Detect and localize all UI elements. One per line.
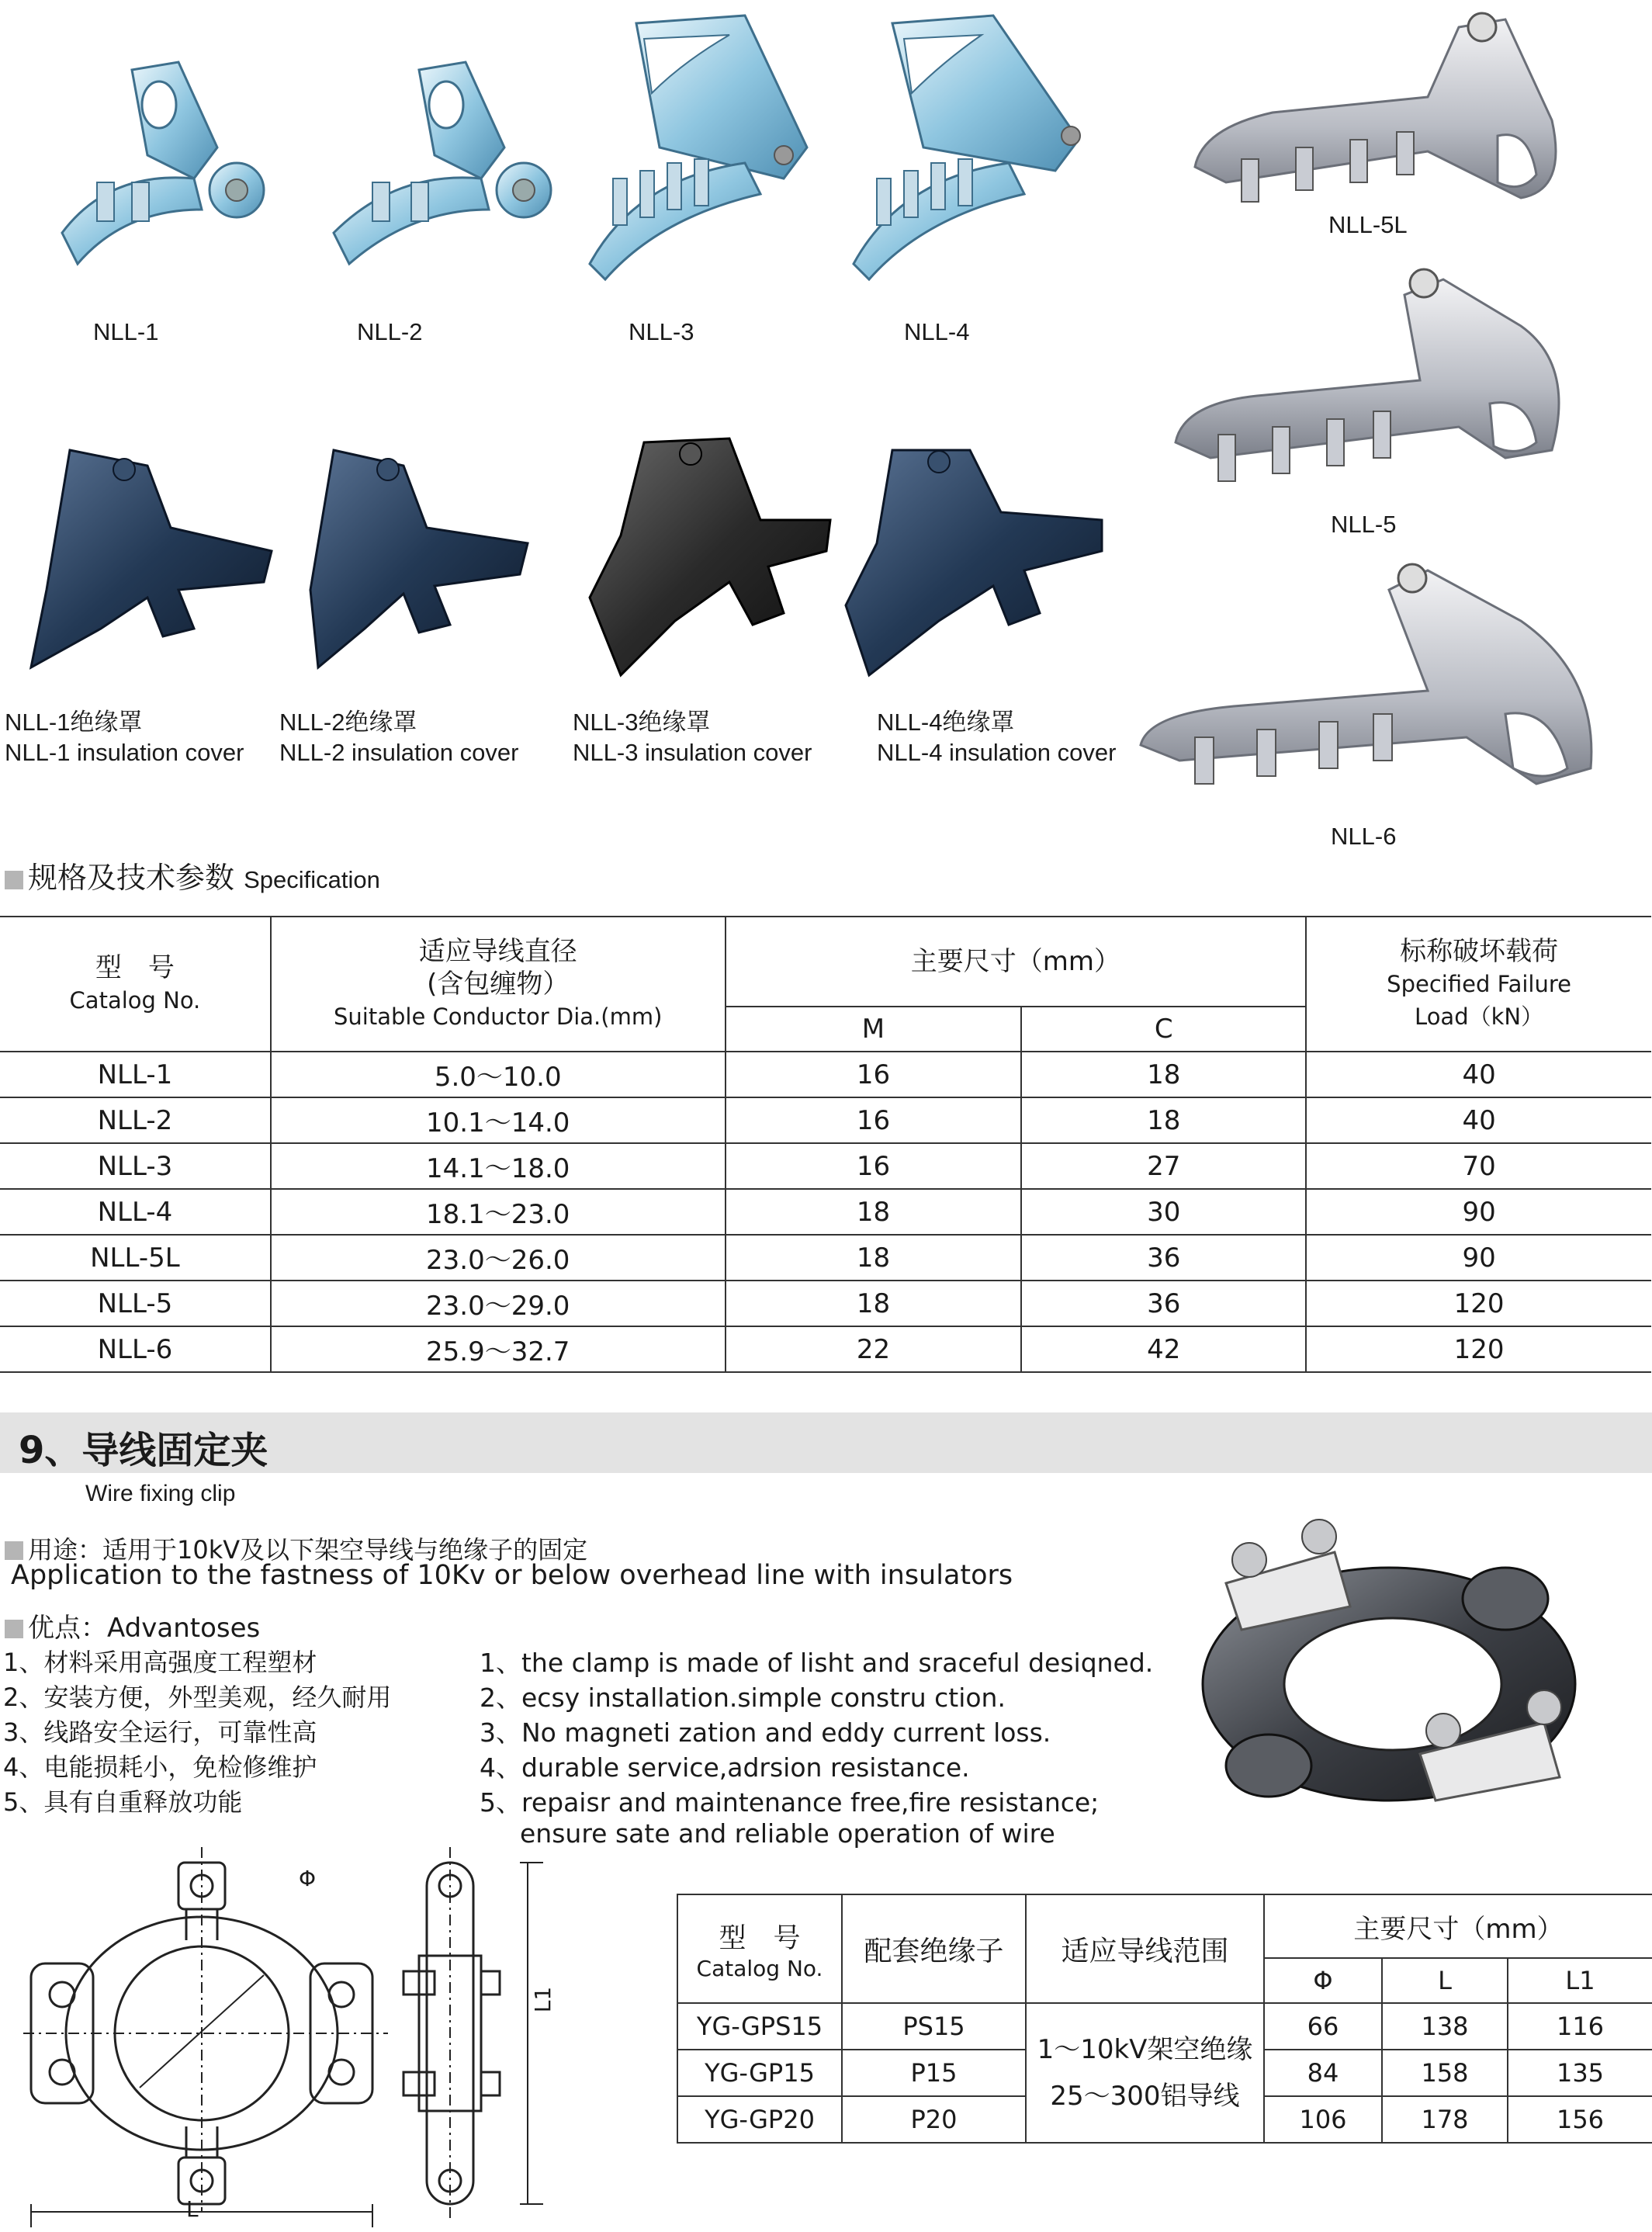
spec-header-dia xyxy=(271,917,726,1052)
clip-header-phi: Φ xyxy=(1264,1958,1382,2003)
adv-cn-item: 4、电能损耗小，免检修维护 xyxy=(3,1752,317,1782)
spec-cell-m: 22 xyxy=(726,1326,1022,1372)
spec-cell-load: 70 xyxy=(1306,1143,1651,1189)
cover-image-nll-4 xyxy=(838,435,1117,683)
spec-cell-c: 18 xyxy=(1021,1097,1306,1143)
spec-row xyxy=(0,1326,1651,1372)
clip-header-model xyxy=(677,1894,842,2003)
clip-drawing-front xyxy=(23,1847,388,2227)
spec-row xyxy=(0,1281,1651,1326)
clip-cell-phi: 84 xyxy=(1264,2050,1382,2096)
spec-cell-c: 36 xyxy=(1021,1235,1306,1281)
product-label-nll-5: NLL-5 xyxy=(1331,511,1397,538)
spec-row xyxy=(0,1097,1651,1143)
product-image-nll-4 xyxy=(846,8,1110,303)
spec-cell-m: 16 xyxy=(726,1052,1022,1097)
spec-cell-m: 18 xyxy=(726,1235,1022,1281)
spec-header-dim: 主要尺寸（mm） xyxy=(726,917,1307,1007)
product-label-nll-1: NLL-1 xyxy=(93,318,159,345)
spec-header-load xyxy=(1306,917,1651,1052)
adv-cn-item: 3、线路安全运行，可靠性高 xyxy=(3,1717,317,1747)
spec-cell-dia: 14.1～18.0 xyxy=(271,1143,726,1189)
bullet-square-icon xyxy=(5,1620,23,1638)
clip-header-l: L xyxy=(1382,1958,1508,2003)
product-image-nll-1 xyxy=(16,31,279,303)
spec-cell-c: 36 xyxy=(1021,1281,1306,1326)
clip-cell-ins: PS15 xyxy=(842,2003,1026,2050)
adv-cn-item: 5、具有自重释放功能 xyxy=(3,1787,243,1817)
spec-cell-c: 27 xyxy=(1021,1143,1306,1189)
clip-cell-l1: 156 xyxy=(1508,2096,1652,2143)
usage-cn-text: 用途：适用于10kV及以下架空导线与绝缘子的固定 xyxy=(28,1535,588,1565)
clip-cell-model: YG-GP15 xyxy=(677,2050,842,2096)
clip-cell-l: 158 xyxy=(1382,2050,1508,2096)
spec-heading-en: Specification xyxy=(244,866,380,893)
clip-cell-phi: 66 xyxy=(1264,2003,1382,2050)
spec-cell-load: 120 xyxy=(1306,1281,1651,1326)
spec-header-model-cn: 型 号 xyxy=(95,952,175,983)
cover-label-en-nll-3: NLL-3 insulation cover xyxy=(573,739,812,766)
spec-row xyxy=(0,1143,1651,1189)
spec-table xyxy=(0,916,1651,1373)
spec-header-model xyxy=(0,917,271,1052)
spec-cell-m: 16 xyxy=(726,1097,1022,1143)
cover-label-en-nll-1: NLL-1 insulation cover xyxy=(5,739,244,766)
adv-en-item: 3、No magneti zation and eddy current loss. xyxy=(480,1717,1051,1748)
adv-list-cn xyxy=(3,1645,391,1820)
spec-cell-dia: 5.0～10.0 xyxy=(271,1052,726,1097)
spec-header-m: M xyxy=(726,1007,1022,1052)
section9-title: 9、导线固定夹 xyxy=(19,1429,268,1472)
clip-cell-model: YG-GPS15 xyxy=(677,2003,842,2050)
spec-row xyxy=(0,1052,1651,1097)
clip-cell-phi: 106 xyxy=(1264,2096,1382,2143)
clip-range-line2: 25～300铝导线 xyxy=(1050,2081,1240,2112)
spec-cell-load: 40 xyxy=(1306,1052,1651,1097)
spec-cell-model: NLL-2 xyxy=(0,1097,271,1143)
spec-cell-c: 42 xyxy=(1021,1326,1306,1372)
cover-image-nll-2 xyxy=(287,435,535,675)
clip-cell-ins: P15 xyxy=(842,2050,1026,2096)
clip-header-ins: 配套绝缘子 xyxy=(842,1894,1026,2003)
spec-cell-c: 30 xyxy=(1021,1189,1306,1235)
spec-cell-model: NLL-3 xyxy=(0,1143,271,1189)
spec-cell-model: NLL-4 xyxy=(0,1189,271,1235)
cover-label-cn-nll-2: NLL-2绝缘罩 xyxy=(279,709,417,736)
product-image-nll-3 xyxy=(574,8,838,303)
product-label-nll-2: NLL-2 xyxy=(357,318,423,345)
spec-header-load-en1: Specified Failure xyxy=(1387,971,1571,997)
adv-title-text: 优点：Advantoses xyxy=(28,1613,261,1644)
dim-label-l: L xyxy=(186,2196,199,2222)
cover-label-en-nll-2: NLL-2 insulation cover xyxy=(279,739,519,766)
clip-header-dim: 主要尺寸（mm） xyxy=(1264,1894,1652,1958)
product-image-nll-6 xyxy=(1133,559,1614,815)
spec-row xyxy=(0,1189,1651,1235)
cover-image-nll-3 xyxy=(574,427,838,683)
clip-header-l1: L1 xyxy=(1508,1958,1652,2003)
dim-label-phi: Φ xyxy=(299,1866,317,1891)
product-label-nll-3: NLL-3 xyxy=(629,318,694,345)
dim-label-l1: L1 xyxy=(530,1986,556,2013)
adv-en-item: 4、durable service,adrsion resistance. xyxy=(480,1752,970,1783)
spec-heading-cn: 规格及技术参数 xyxy=(28,861,235,895)
spec-header-dia-cn2: (含包缠物） xyxy=(427,969,570,1000)
adv-en-item: 5、repaisr and maintenance free,fire resistance; xyxy=(480,1787,1100,1818)
clip-cell-l: 178 xyxy=(1382,2096,1508,2143)
clip-table xyxy=(677,1894,1652,2144)
spec-cell-model: NLL-5L xyxy=(0,1235,271,1281)
product-image-nll-5l xyxy=(1179,4,1583,213)
adv-cn-item: 1、材料采用高强度工程塑材 xyxy=(3,1648,317,1677)
product-image-nll-2 xyxy=(303,31,566,303)
adv-en-item: ensure sate and reliable operation of wire xyxy=(520,1818,1055,1849)
product-label-nll-4: NLL-4 xyxy=(904,318,970,345)
spec-cell-m: 18 xyxy=(726,1189,1022,1235)
spec-cell-c: 18 xyxy=(1021,1052,1306,1097)
clip-cell-l1: 116 xyxy=(1508,2003,1652,2050)
bullet-square-icon xyxy=(5,871,23,889)
product-label-nll-6: NLL-6 xyxy=(1331,823,1397,850)
clip-header-model-cn: 型 号 xyxy=(719,1922,801,1954)
adv-list-en xyxy=(480,1645,1153,1848)
clip-cell-l: 138 xyxy=(1382,2003,1508,2050)
spec-cell-load: 120 xyxy=(1306,1326,1651,1372)
product-label-nll-5l: NLL-5L xyxy=(1328,211,1408,238)
spec-cell-m: 16 xyxy=(726,1143,1022,1189)
spec-cell-dia: 25.9～32.7 xyxy=(271,1326,726,1372)
spec-header-dia-en: Suitable Conductor Dia.(mm) xyxy=(334,1003,663,1030)
spec-cell-m: 18 xyxy=(726,1281,1022,1326)
spec-cell-model: NLL-5 xyxy=(0,1281,271,1326)
spec-cell-model: NLL-1 xyxy=(0,1052,271,1097)
clip-cell-l1: 135 xyxy=(1508,2050,1652,2096)
cover-label-cn-nll-3: NLL-3绝缘罩 xyxy=(573,709,711,736)
adv-en-item: 1、the clamp is made of lisht and sraceful desiqned. xyxy=(480,1648,1154,1678)
clip-range-line1: 1～10kV架空绝缘 xyxy=(1037,2034,1253,2065)
adv-cn-item: 2、安装方便，外型美观，经久耐用 xyxy=(3,1683,392,1712)
spec-cell-model: NLL-6 xyxy=(0,1326,271,1372)
spec-cell-dia: 10.1～14.0 xyxy=(271,1097,726,1143)
spec-cell-load: 90 xyxy=(1306,1235,1651,1281)
section9-subtitle: Wire fixing clip xyxy=(85,1481,236,1506)
spec-header-c: C xyxy=(1021,1007,1306,1052)
spec-cell-load: 40 xyxy=(1306,1097,1651,1143)
cover-label-cn-nll-1: NLL-1绝缘罩 xyxy=(5,709,143,736)
cover-label-en-nll-4: NLL-4 insulation cover xyxy=(877,739,1117,766)
clip-cell-model: YG-GP20 xyxy=(677,2096,842,2143)
spec-cell-dia: 23.0～29.0 xyxy=(271,1281,726,1326)
clip-header-range: 适应导线范围 xyxy=(1026,1894,1264,2003)
section9-adv-title xyxy=(5,1606,260,1645)
wire-clip-photo xyxy=(1179,1498,1598,1839)
adv-en-item: 2、ecsy installation.simple constru ction. xyxy=(480,1683,1006,1713)
clip-drawing-side xyxy=(388,1847,566,2227)
clip-cell-ins: P20 xyxy=(842,2096,1026,2143)
section9-usage-en: Application to the fastness of 10Kv or below overhead line with insulators xyxy=(11,1560,1013,1591)
spec-cell-dia: 23.0～26.0 xyxy=(271,1235,726,1281)
spec-heading xyxy=(5,854,380,896)
cover-image-nll-1 xyxy=(16,435,279,675)
spec-row xyxy=(0,1235,1651,1281)
clip-header-model-en: Catalog No. xyxy=(696,1955,823,1981)
spec-header-model-en: Catalog No. xyxy=(69,987,201,1014)
spec-header-load-cn: 标称破坏载荷 xyxy=(1400,936,1559,967)
clip-cell-range xyxy=(1026,2003,1264,2143)
spec-header-load-en2: Load（kN） xyxy=(1415,1003,1544,1030)
spec-header-dia-cn1: 适应导线直径 xyxy=(418,936,577,967)
bullet-square-icon xyxy=(5,1541,23,1560)
spec-cell-dia: 18.1～23.0 xyxy=(271,1189,726,1235)
product-image-nll-5 xyxy=(1164,264,1583,497)
spec-cell-load: 90 xyxy=(1306,1189,1651,1235)
cover-label-cn-nll-4: NLL-4绝缘罩 xyxy=(877,709,1015,736)
